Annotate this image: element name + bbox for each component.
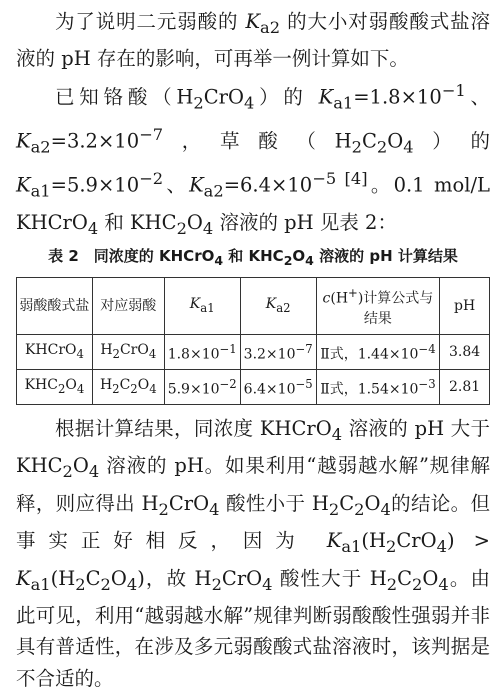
sub: 4 xyxy=(87,218,99,238)
cell-ka2: $3.2\times 10^{-7}$ xyxy=(240,334,316,369)
cell-ka1: $1.8\times 10^{-1}$ xyxy=(164,334,240,369)
sub: 2 xyxy=(376,137,388,157)
cell-salt: $KHC_2O_4$ xyxy=(17,369,93,404)
sup: −7 xyxy=(139,124,164,144)
cell-acid: $H_2CrO_4$ xyxy=(92,334,164,369)
sup: −2 xyxy=(139,168,164,188)
cell-ph: 2.81 xyxy=(440,369,490,404)
table-row xyxy=(17,334,490,369)
text: C xyxy=(361,129,377,153)
var-k: K xyxy=(16,129,31,153)
header-salt: 弱酸酸式盐 xyxy=(17,277,93,334)
results-table xyxy=(16,277,490,405)
cell-formula: Ⅱ式，$1.54\times 10^{-3}$ xyxy=(316,369,439,404)
text: CrO xyxy=(203,85,244,109)
text: 为了说明二元弱酸的 xyxy=(55,10,239,33)
text: 溶液的 pH 见表 2： xyxy=(219,210,397,234)
paragraph-conclusion: 根据计算结果，同浓度 KHCrO$_4$ 溶液的 pH 大于 $KHC_2O_4$ 溶液的 pH。如果利用“越弱越水解”规律解释，则应得出 $H_2CrO_4$ 酸性小于 $H_2C_2O_4$的结论。但事实正好相反，因为 $K_{a1}(H_2CrO_4) > K_{a1}(H_2C_2O_4)$，故 $H_2CrO_4$ 酸性大于 $H_2C_2O_4$。由此可见，利用“越弱越水解”规律判断弱酸酸性强弱并非具有普适性，在涉及多元弱酸酸式盐溶液时，该判据是不合适的。 xyxy=(16,416,491,690)
text: O xyxy=(387,129,404,153)
text: 。0.1 mol/L KHCrO xyxy=(16,173,491,234)
sub: 2 xyxy=(176,218,187,238)
header-ka2: $K_{a2}$ xyxy=(240,277,316,334)
var-k: K xyxy=(326,529,342,553)
text: O xyxy=(186,210,203,234)
sub: 4 xyxy=(202,218,214,238)
paragraph-intro xyxy=(16,6,490,75)
text: ，草酸（H xyxy=(163,129,352,153)
sup: −1 xyxy=(441,80,466,100)
var-k: K xyxy=(16,566,31,590)
text: 的大小对弱酸酸式盐溶液的 xyxy=(16,10,490,71)
text: ）的 xyxy=(413,129,490,153)
text: =6.4×10 xyxy=(223,173,313,197)
sub: 2 xyxy=(351,137,362,157)
sub: 2 xyxy=(193,93,204,113)
text: 、 xyxy=(465,85,490,109)
sub: a1 xyxy=(333,93,354,113)
sub: a2 xyxy=(203,181,224,201)
sup: −5 [4] xyxy=(312,168,368,188)
table-header-row xyxy=(17,277,490,334)
paragraph-given xyxy=(16,75,490,244)
text: =3.2×10 xyxy=(50,129,140,153)
text: ）的 xyxy=(254,85,308,109)
header-ph: pH xyxy=(440,277,490,334)
header-ka1: $K_{a1}$ xyxy=(164,277,240,334)
text: 已知铬酸（H xyxy=(55,85,194,109)
var-k: K xyxy=(16,173,31,197)
text: 和 KHC xyxy=(104,210,177,234)
sub: 4 xyxy=(243,93,255,113)
cell-salt: KHCrO$_4$ xyxy=(17,334,93,369)
sub: a2 xyxy=(30,137,51,157)
text: 存在的影响，可再举一例计算如下。 xyxy=(96,47,409,71)
var-k: K xyxy=(245,10,261,33)
table-row xyxy=(17,369,490,404)
text: 、 xyxy=(163,173,190,197)
sub: a2 xyxy=(260,17,281,37)
header-formula: c(H+)计算公式与结果 xyxy=(316,277,439,334)
text: pH xyxy=(61,47,91,71)
sub: 4 xyxy=(403,137,414,157)
var-k: K xyxy=(189,173,204,197)
text: =5.9×10 xyxy=(50,173,140,197)
cell-ph: 3.84 xyxy=(440,334,490,369)
cell-ka2: $6.4\times 10^{-5}$ xyxy=(240,369,316,404)
cell-ka1: $5.9\times 10^{-2}$ xyxy=(164,369,240,404)
table-caption: 表 2 同浓度的 KHCrO$_4$ 和 $KHC_2O_4$ 溶液的 pH 计算结果 xyxy=(48,246,458,268)
cell-acid: $H_2C_2O_4$ xyxy=(92,369,164,404)
text: =1.8×10 xyxy=(353,85,442,109)
cell-formula: Ⅱ式，$1.44\times 10^{-4}$ xyxy=(316,334,439,369)
sub: a1 xyxy=(30,181,51,201)
var-k: K xyxy=(318,85,334,109)
header-acid: 对应弱酸 xyxy=(92,277,164,334)
